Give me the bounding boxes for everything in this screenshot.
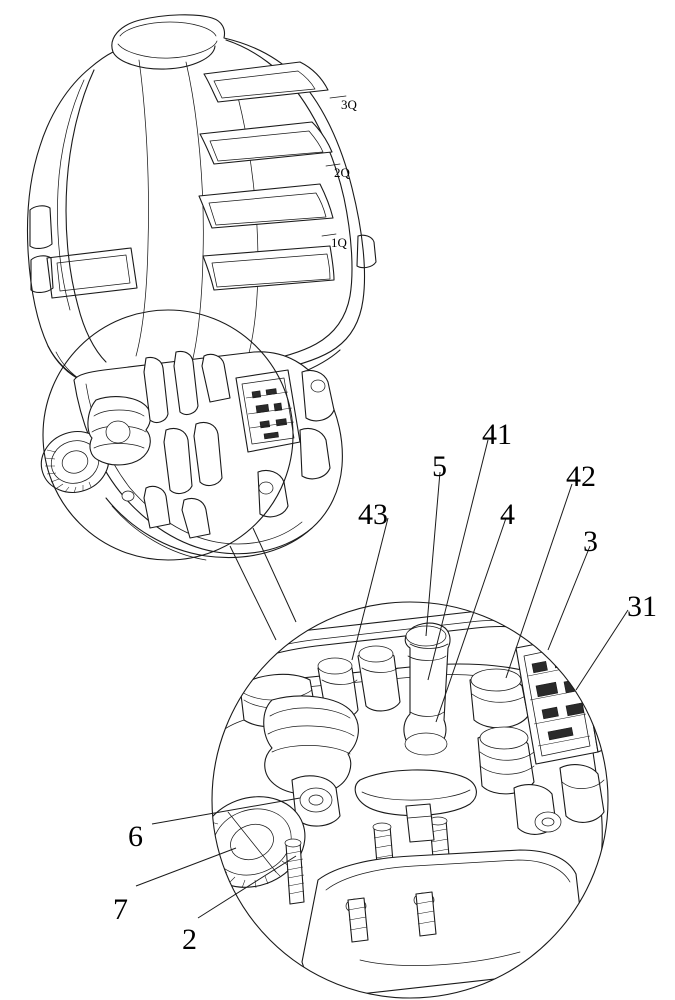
leader-3 bbox=[548, 546, 590, 650]
main-assembly-internals bbox=[33, 351, 342, 560]
scale-mark-3q: 3Q bbox=[341, 97, 357, 112]
scale-mark-1q: 1Q bbox=[331, 235, 347, 250]
leader-31 bbox=[576, 610, 628, 690]
callout-label-42: 42 bbox=[566, 460, 596, 493]
callout-label-5: 5 bbox=[432, 450, 447, 483]
callout-label-41: 41 bbox=[482, 418, 512, 451]
riser-pipe bbox=[404, 623, 450, 755]
scale-mark-2q: 2Q bbox=[334, 165, 350, 180]
callout-label-7: 7 bbox=[113, 893, 128, 926]
callout-label-3: 3 bbox=[583, 525, 598, 558]
main-assembly-body bbox=[28, 15, 377, 397]
callout-label-2: 2 bbox=[182, 923, 197, 956]
callout-label-43: 43 bbox=[358, 498, 388, 531]
callout-label-6: 6 bbox=[128, 820, 143, 853]
leader-7 bbox=[136, 848, 236, 886]
leader-42 bbox=[506, 484, 572, 678]
motor-cylinder-top bbox=[88, 397, 151, 465]
callout-label-31: 31 bbox=[627, 590, 657, 623]
callout-label-4: 4 bbox=[500, 498, 515, 531]
detail-leader-line-1 bbox=[230, 546, 276, 640]
